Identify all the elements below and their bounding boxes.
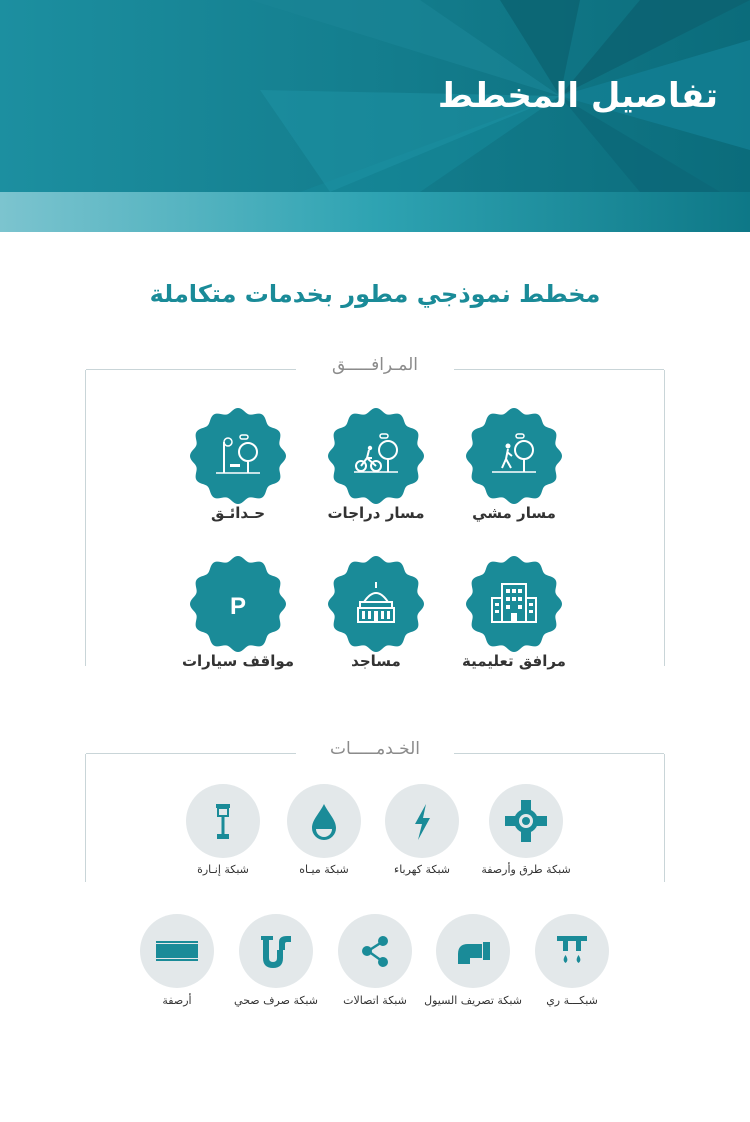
garden-label: حـدائـق <box>210 504 266 522</box>
garden-badge <box>190 408 286 504</box>
school-building-icon <box>486 576 542 632</box>
walking-path-icon <box>486 428 542 484</box>
svg-text:P: P <box>229 593 247 620</box>
header-banner <box>0 0 750 232</box>
sidewalk-service-badge <box>140 914 214 988</box>
walking-path-badge <box>466 408 562 504</box>
section-subtitle: مخطط نموذجي مطور بخدمات متكاملة <box>149 280 601 308</box>
drainage-service-label: شبكة تصريف السيول <box>424 994 522 1007</box>
water-drop-icon <box>301 798 347 844</box>
street-lamp-icon <box>200 798 246 844</box>
drainage-service-badge <box>436 914 510 988</box>
mosque-label: مساجد <box>351 652 401 670</box>
sewer-service-label: شبكة صرف صحي <box>234 994 318 1007</box>
school-label: مرافق تعليمية <box>462 652 566 670</box>
network-share-icon <box>352 928 398 974</box>
drain-pipe-icon <box>450 928 496 974</box>
water-service-badge <box>287 784 361 858</box>
bicycle-path-badge <box>328 408 424 504</box>
walking-path-label: مسار مشي <box>472 504 556 522</box>
bicycle-path-icon <box>348 428 404 484</box>
irrigation-service-badge <box>535 914 609 988</box>
roads-service-label: شبكة طرق وأرصفة <box>481 863 571 876</box>
mosque-badge <box>328 556 424 652</box>
roundabout-icon <box>503 798 549 844</box>
water-service-label: شبكة ميـاه <box>299 863 349 876</box>
garden-icon <box>210 428 266 484</box>
sidewalk-service-label: أرصفة <box>162 994 192 1007</box>
school-badge <box>466 556 562 652</box>
telecom-service-label: شبكة اتصالات <box>343 994 407 1007</box>
header-background <box>0 0 750 232</box>
page-title: تفاصيل المخطط <box>437 76 718 116</box>
lighting-service-badge <box>186 784 260 858</box>
roads-service-badge <box>489 784 563 858</box>
bicycle-path-label: مسار دراجات <box>327 504 425 522</box>
parking-badge <box>190 556 286 652</box>
facilities-heading: المـرافـــــق <box>331 355 419 375</box>
electricity-service-badge <box>385 784 459 858</box>
telecom-service-badge <box>338 914 412 988</box>
sewer-pipe-icon <box>253 928 299 974</box>
sewer-service-badge <box>239 914 313 988</box>
lightning-icon <box>399 798 445 844</box>
irrigation-service-label: شبكـــة ري <box>546 994 598 1007</box>
sprinkler-icon <box>549 928 595 974</box>
lighting-service-label: شبكة إنـارة <box>197 863 249 876</box>
mosque-icon <box>348 576 404 632</box>
parking-label: مواقف سيارات <box>181 652 295 670</box>
electricity-service-label: شبكة كهرباء <box>394 863 450 876</box>
parking-icon <box>210 576 266 632</box>
services-heading: الخـدمـــــات <box>330 739 420 759</box>
sidewalk-icon <box>154 928 200 974</box>
